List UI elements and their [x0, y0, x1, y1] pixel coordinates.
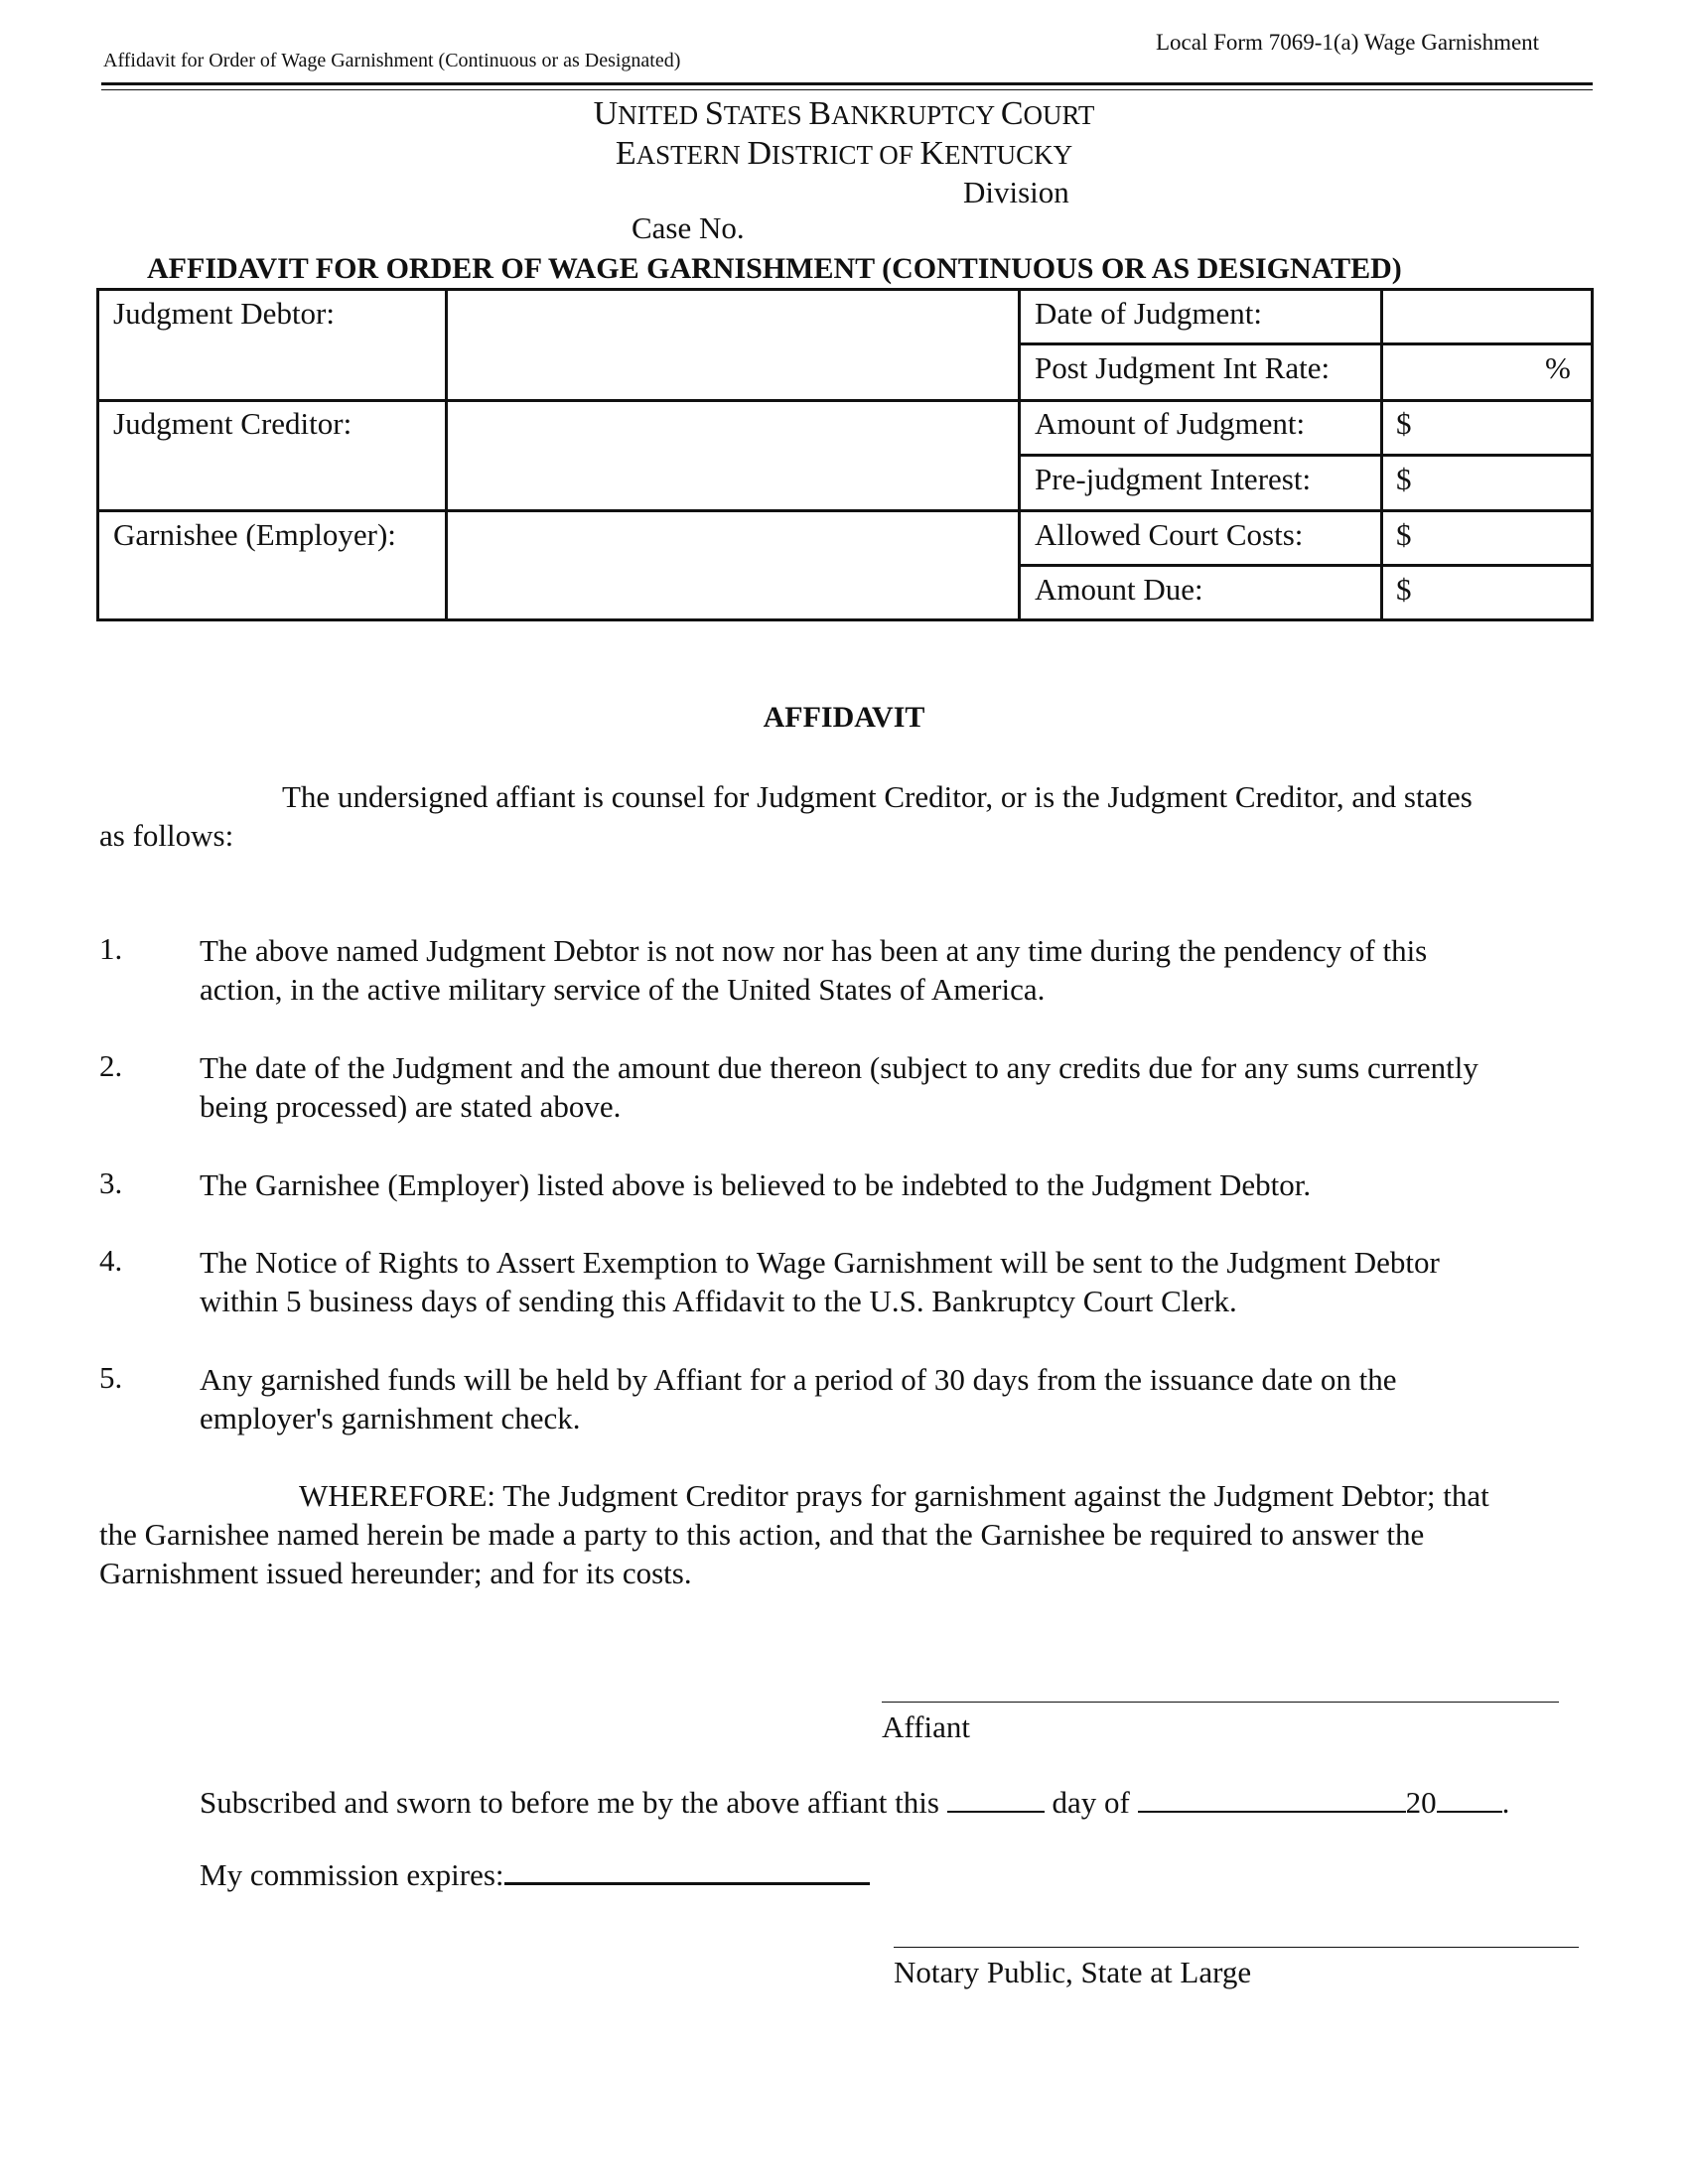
item-text: being processed) are stated above. [200, 1089, 622, 1124]
intro-paragraph-line: as follows: [99, 818, 234, 853]
case-number-label: Case No. [632, 210, 745, 245]
judgment-creditor-label: Judgment Creditor: [113, 406, 352, 441]
dollar-sign: $ [1396, 462, 1412, 496]
table-divider [445, 288, 448, 621]
item-number: 1. [99, 931, 123, 966]
notary-label: Notary Public, State at Large [894, 1955, 1252, 1989]
item-text: Any garnished funds will be held by Affiant for a period of 30 days from the issuance date on the [200, 1362, 1397, 1397]
item-number: 3. [99, 1165, 123, 1200]
year-blank[interactable] [1437, 1783, 1502, 1813]
table-divider [1018, 342, 1594, 345]
affiant-signature-line[interactable] [882, 1702, 1559, 1703]
commission-statement: My commission expires: [200, 1854, 870, 1894]
sworn-statement: Subscribed and sworn to before me by the above affiant this day of 20 . [200, 1785, 1510, 1820]
post-judgment-rate-label: Post Judgment Int Rate: [1035, 350, 1331, 385]
header-form-number: Local Form 7069-1(a) Wage Garnishment [1156, 30, 1540, 55]
dollar-sign: $ [1396, 517, 1412, 552]
header-rule-thick [101, 82, 1593, 85]
intro-paragraph-line: The undersigned affiant is counsel for Judgment Creditor, or is the Judgment Creditor, and states [282, 779, 1473, 814]
table-divider [1018, 454, 1594, 457]
item-text: The Garnishee (Employer) listed above is believed to be indebted to the Judgment Debtor. [200, 1167, 1312, 1202]
notary-signature-line[interactable] [894, 1947, 1579, 1948]
amount-due-label: Amount Due: [1035, 572, 1203, 607]
dollar-sign: $ [1396, 572, 1412, 607]
document-title: AFFIDAVIT FOR ORDER OF WAGE GARNISHMENT (CONTINUOUS OR AS DESIGNATED) [147, 252, 1402, 285]
garnishee-label: Garnishee (Employer): [113, 517, 396, 552]
court-district: EASTERN DISTRICT OF KENTUCKY [615, 135, 1073, 172]
amount-of-judgment-label: Amount of Judgment: [1035, 406, 1306, 441]
commission-blank[interactable] [504, 1854, 870, 1885]
table-divider [96, 509, 1594, 512]
item-text: The date of the Judgment and the amount due thereon (subject to any credits due for any sums currently [200, 1050, 1478, 1085]
court-name: UNITED STATES BANKRUPTCY COURT [593, 95, 1095, 132]
item-number: 4. [99, 1243, 123, 1278]
allowed-court-costs-label: Allowed Court Costs: [1035, 517, 1304, 552]
item-text: within 5 business days of sending this Affidavit to the U.S. Bankruptcy Court Clerk. [200, 1284, 1237, 1318]
pre-judgment-interest-label: Pre-judgment Interest: [1035, 462, 1312, 496]
judgment-debtor-label: Judgment Debtor: [113, 296, 335, 331]
date-of-judgment-label: Date of Judgment: [1035, 296, 1263, 331]
table-divider [96, 399, 1594, 402]
percent-sign: % [1545, 350, 1571, 385]
dollar-sign: $ [1396, 406, 1412, 441]
item-text: action, in the active military service of the United States of America. [200, 972, 1046, 1007]
affiant-label: Affiant [882, 1709, 970, 1744]
table-divider [1018, 564, 1594, 567]
item-number: 5. [99, 1360, 123, 1395]
header-rule-thin [101, 89, 1593, 90]
day-blank[interactable] [947, 1783, 1045, 1813]
wherefore-line: Garnishment issued hereunder; and for its costs. [99, 1556, 692, 1590]
item-text: The Notice of Rights to Assert Exemption to Wage Garnishment will be sent to the Judgment Debtor [200, 1245, 1440, 1280]
item-text: The above named Judgment Debtor is not now nor has been at any time during the pendency of this [200, 933, 1428, 968]
affidavit-heading: AFFIDAVIT [763, 701, 925, 734]
month-blank[interactable] [1138, 1783, 1406, 1813]
division-label: Division [963, 175, 1069, 209]
header-form-title: Affidavit for Order of Wage Garnishment (Continuous or as Designated) [103, 50, 681, 71]
wherefore-line: the Garnishee named herein be made a party to this action, and that the Garnishee be required to answer the [99, 1517, 1425, 1552]
item-number: 2. [99, 1048, 123, 1083]
wherefore-line: WHEREFORE: The Judgment Creditor prays for garnishment against the Judgment Debtor; that [299, 1478, 1489, 1513]
item-text: employer's garnishment check. [200, 1401, 581, 1435]
